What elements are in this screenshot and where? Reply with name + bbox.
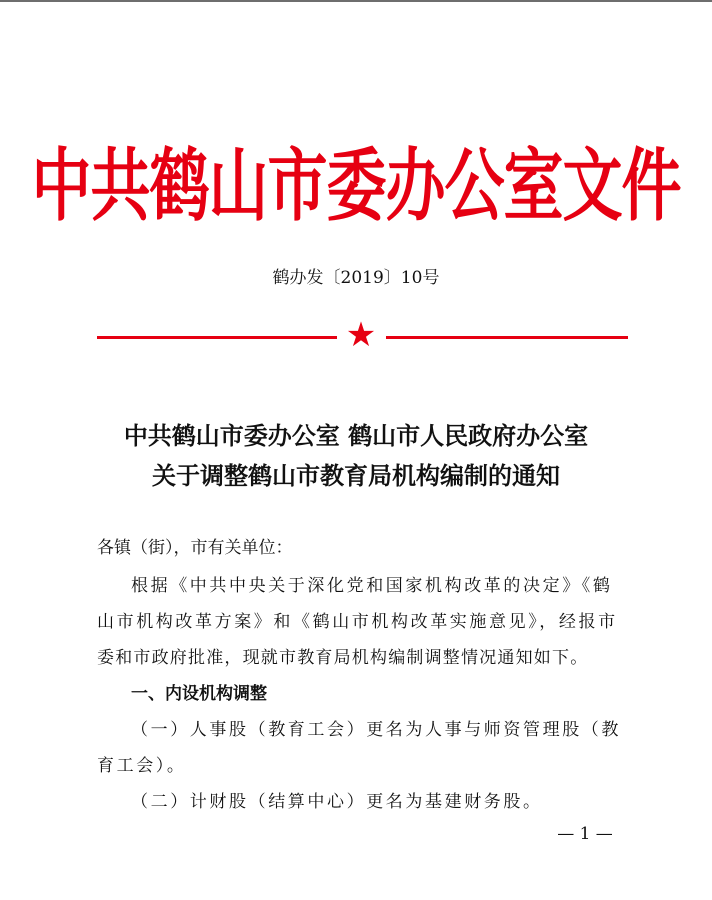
salutation: 各镇（街），市有关单位： [97,538,293,558]
top-border [0,0,712,2]
intro-line-2: 山市机构改革方案》和《鹤山市机构改革实施意见》，经报市 [97,612,618,632]
divider-line-left [97,336,337,339]
divider-line-right [386,336,628,339]
list-item-1-line2: 育工会）。 [97,756,187,776]
section-heading-internal-structure: 一、内设机构调整 [131,684,267,704]
agency-header-title: 中共鹤山市委办公室文件 [31,140,681,233]
document-number: 鹤办发〔2019〕10号 [272,268,440,288]
list-item-2: （二）计财股（结算中心）更名为基建财务股。 [131,792,543,812]
page-number: — 1 — [557,824,613,844]
notice-title-line1: 中共鹤山市委办公室 鹤山市人民政府办公室 [123,421,589,450]
intro-line-3: 委和市政府批准，现就市教育局机构编制调整情况通知如下。 [97,648,589,668]
list-item-1-line1: （一）人事股（教育工会）更名为人事与师资管理股（教 [131,720,621,740]
intro-line-1: 根据《中共中央关于深化党和国家机构改革的决定》《鹤 [131,576,613,596]
star-icon: ★ [345,315,377,355]
notice-title-line2: 关于调整鹤山市教育局机构编制的通知 [152,461,560,490]
